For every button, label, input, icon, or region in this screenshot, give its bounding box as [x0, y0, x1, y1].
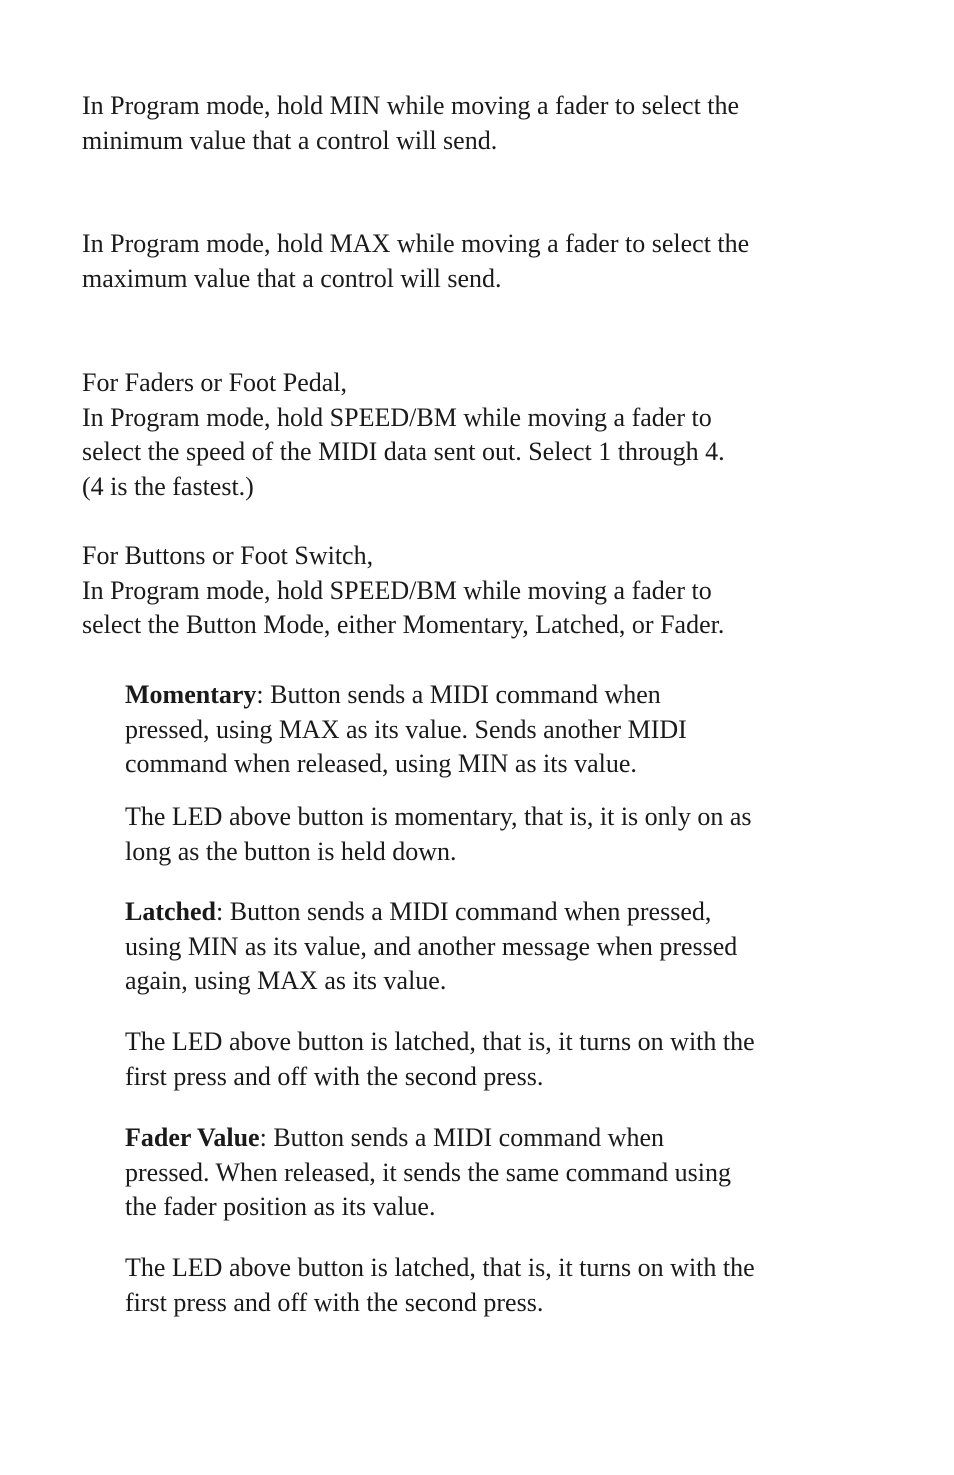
text-line: using MIN as its value, and another message when pressed — [125, 931, 738, 961]
latched-led-note — [125, 1025, 885, 1094]
text-line: maximum value that a control will send. — [82, 263, 502, 293]
text-line: The LED above button is momentary, that is, it is only on as — [125, 802, 752, 831]
text-line: first press and off with the second press. — [125, 1287, 544, 1317]
text-line: command when released, using MIN as its value. — [125, 749, 637, 778]
text-line: In Program mode, hold SPEED/BM while moving a fader to — [82, 402, 712, 432]
buttons-mode-paragraph — [82, 539, 882, 643]
min-paragraph — [82, 89, 882, 158]
text-line: For Buttons or Foot Switch, — [82, 541, 374, 570]
text-line: long as the button is held down. — [125, 836, 457, 866]
momentary-led-note — [125, 800, 885, 869]
max-paragraph — [82, 227, 882, 296]
text-line: again, using MAX as its value. — [125, 966, 447, 995]
fader-value-term: Fader Value — [125, 1123, 260, 1152]
text-line: In Program mode, hold SPEED/BM while moving a fader to — [82, 575, 712, 605]
text-line — [125, 895, 885, 930]
text-line: pressed. When released, it sends the same command using — [125, 1157, 732, 1187]
text-line: select the speed of the MIDI data sent out. Select 1 through 4. — [82, 437, 725, 466]
text-line: select the Button Mode, either Momentary, Latched, or Fader. — [82, 610, 725, 639]
text-line: (4 is the fastest.) — [82, 471, 254, 501]
text-line: the fader position as its value. — [125, 1192, 436, 1221]
faders-speed-paragraph — [82, 366, 882, 504]
fader-value-first-line: : Button sends a MIDI command when — [259, 1123, 664, 1152]
momentary-description — [125, 678, 885, 782]
text-line: minimum value that a control will send. — [82, 125, 498, 155]
text-line — [125, 678, 885, 713]
text-line — [125, 1121, 885, 1156]
text-line: For Faders or Foot Pedal, — [82, 368, 348, 397]
text-line: The LED above button is latched, that is, it turns on with the — [125, 1253, 755, 1282]
momentary-term: Momentary — [125, 680, 257, 709]
fader-value-description — [125, 1121, 885, 1225]
text-line: In Program mode, hold MAX while moving a fader to select the — [82, 229, 750, 258]
text-line: In Program mode, hold MIN while moving a fader to select the — [82, 91, 740, 120]
text-line: The LED above button is latched, that is, it turns on with the — [125, 1027, 755, 1056]
latched-description — [125, 895, 885, 999]
latched-first-line: : Button sends a MIDI command when pressed, — [216, 897, 712, 926]
fader-value-led-note — [125, 1251, 885, 1320]
latched-term: Latched — [125, 897, 216, 926]
text-line: pressed, using MAX as its value. Sends another MIDI — [125, 714, 687, 744]
text-line: first press and off with the second press. — [125, 1061, 544, 1091]
momentary-first-line: : Button sends a MIDI command when — [256, 680, 661, 709]
